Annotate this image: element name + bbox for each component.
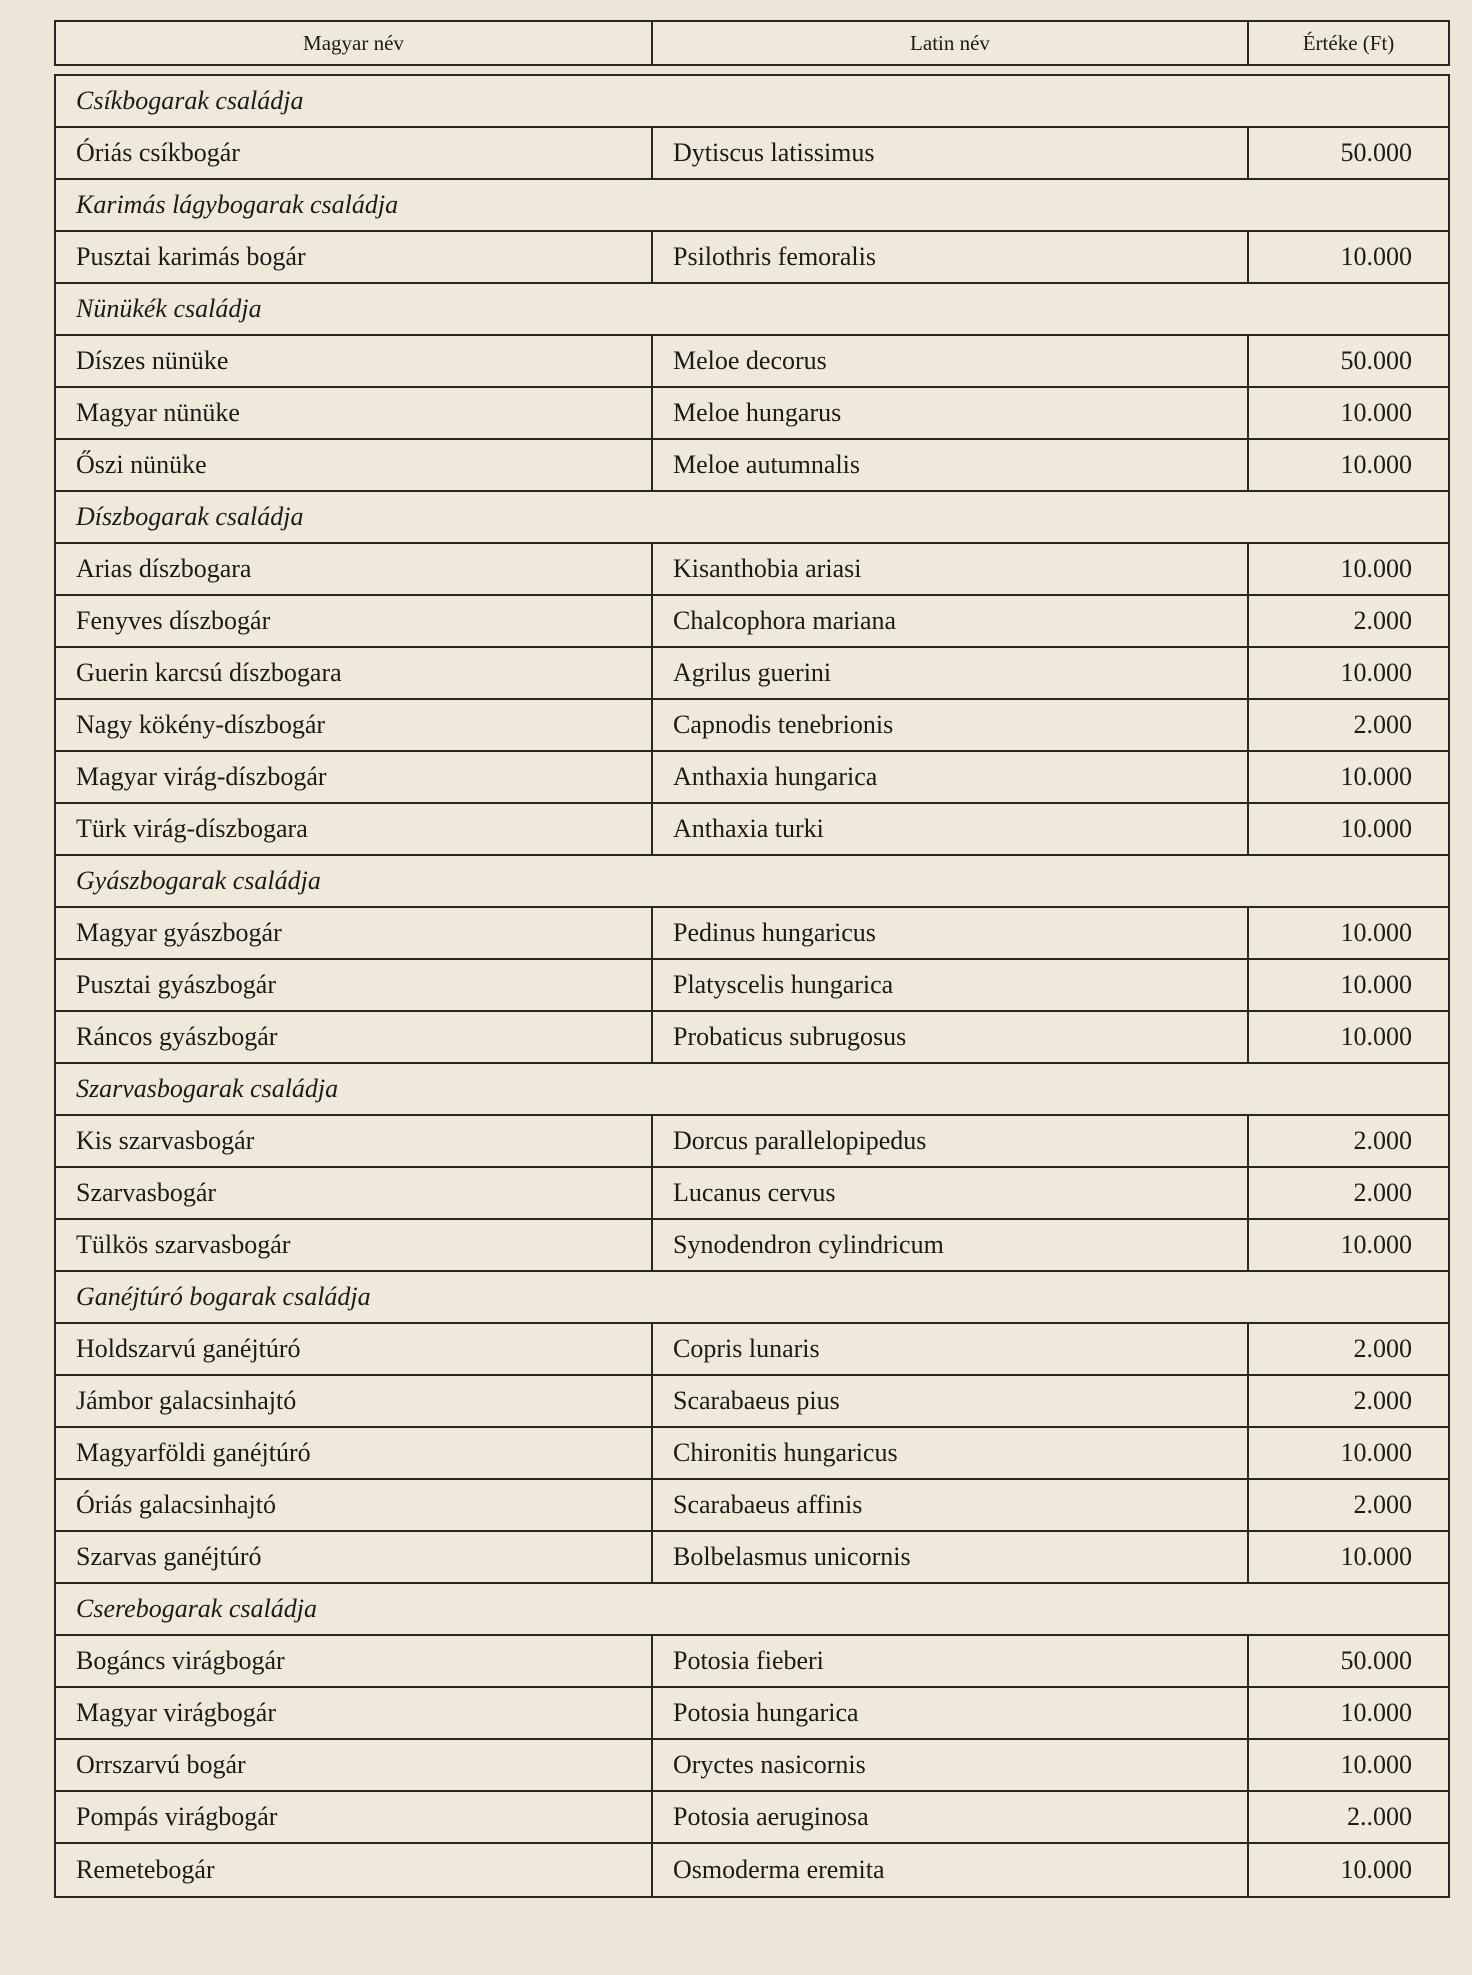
hungarian-name-cell: Díszes nünüke [56, 336, 653, 386]
latin-name-cell: Lucanus cervus [653, 1168, 1249, 1218]
value-cell: 10.000 [1340, 1750, 1412, 1779]
hungarian-name-cell: Guerin karcsú díszbogara [56, 648, 653, 698]
hungarian-name-cell: Remetebogár [56, 1844, 653, 1896]
latin-name-cell: Kisanthobia ariasi [653, 544, 1249, 594]
hungarian-name-cell: Kis szarvasbogár [56, 1116, 653, 1166]
species-table [54, 74, 1450, 1898]
hungarian-name-cell: Pompás virágbogár [56, 1792, 653, 1842]
table-row [56, 1688, 1448, 1740]
family-row [56, 1272, 1448, 1324]
hungarian-name-cell: Jámbor galacsinhajtó [56, 1376, 653, 1426]
table-row [56, 1220, 1448, 1272]
family-name: Ganéjtúró bogarak családja [76, 1282, 371, 1311]
value-cell: 10.000 [1340, 242, 1412, 271]
table-row [56, 1636, 1448, 1688]
value-cell: 10.000 [1340, 398, 1412, 427]
header-hungarian-name: Magyar név [56, 22, 653, 64]
latin-name-cell: Pedinus hungaricus [653, 908, 1249, 958]
value-cell: 10.000 [1340, 814, 1412, 843]
value-cell: 50.000 [1340, 1646, 1412, 1675]
table-row [56, 700, 1448, 752]
latin-name-cell: Chalcophora mariana [653, 596, 1249, 646]
hungarian-name-cell: Fenyves díszbogár [56, 596, 653, 646]
table-header [54, 20, 1450, 66]
value-cell: 10.000 [1340, 1438, 1412, 1467]
value-cell: 50.000 [1340, 138, 1412, 167]
hungarian-name-cell: Magyarföldi ganéjtúró [56, 1428, 653, 1478]
value-cell: 2.000 [1353, 1334, 1412, 1363]
value-cell: 10.000 [1340, 1230, 1412, 1259]
table-row [56, 1012, 1448, 1064]
latin-name-cell: Anthaxia turki [653, 804, 1249, 854]
latin-name-cell: Oryctes nasicornis [653, 1740, 1249, 1790]
value-cell: 10.000 [1340, 918, 1412, 947]
table-row [56, 1792, 1448, 1844]
latin-name-cell: Probaticus subrugosus [653, 1012, 1249, 1062]
latin-name-cell: Bolbelasmus unicornis [653, 1532, 1249, 1582]
latin-name-cell: Dorcus parallelopipedus [653, 1116, 1249, 1166]
value-cell: 10.000 [1340, 1855, 1412, 1884]
family-row [56, 1584, 1448, 1636]
table-row [56, 804, 1448, 856]
hungarian-name-cell: Tülkös szarvasbogár [56, 1220, 653, 1270]
hungarian-name-cell: Óriás galacsinhajtó [56, 1480, 653, 1530]
header-value: Értéke (Ft) [1302, 30, 1395, 55]
hungarian-name-cell: Pusztai karimás bogár [56, 232, 653, 282]
hungarian-name-cell: Orrszarvú bogár [56, 1740, 653, 1790]
latin-name-cell: Platyscelis hungarica [653, 960, 1249, 1010]
table-row [56, 752, 1448, 804]
table-row [56, 1428, 1448, 1480]
value-cell: 2..000 [1347, 1802, 1412, 1831]
hungarian-name-cell: Magyar gyászbogár [56, 908, 653, 958]
table-row [56, 1168, 1448, 1220]
table-row [56, 1740, 1448, 1792]
value-cell: 2.000 [1353, 606, 1412, 635]
table-row [56, 908, 1448, 960]
family-row [56, 284, 1448, 336]
latin-name-cell: Chironitis hungaricus [653, 1428, 1249, 1478]
latin-name-cell: Scarabaeus affinis [653, 1480, 1249, 1530]
family-name: Karimás lágybogarak családja [76, 190, 399, 219]
table-row [56, 596, 1448, 648]
header-latin-name: Latin név [653, 22, 1249, 64]
hungarian-name-cell: Arias díszbogara [56, 544, 653, 594]
table-row [56, 388, 1448, 440]
family-row [56, 180, 1448, 232]
value-cell: 10.000 [1340, 554, 1412, 583]
latin-name-cell: Meloe decorus [653, 336, 1249, 386]
table-row [56, 1844, 1448, 1896]
table-row [56, 1116, 1448, 1168]
hungarian-name-cell: Magyar virág-díszbogár [56, 752, 653, 802]
family-name: Díszbogarak családja [76, 502, 304, 531]
latin-name-cell: Psilothris femoralis [653, 232, 1249, 282]
value-cell: 10.000 [1340, 1022, 1412, 1051]
value-cell: 10.000 [1340, 658, 1412, 687]
value-cell: 2.000 [1353, 710, 1412, 739]
value-cell: 10.000 [1340, 970, 1412, 999]
latin-name-cell: Scarabaeus pius [653, 1376, 1249, 1426]
value-cell: 10.000 [1340, 450, 1412, 479]
latin-name-cell: Copris lunaris [653, 1324, 1249, 1374]
family-name: Cserebogarak családja [76, 1594, 317, 1623]
document-page [54, 20, 1450, 1898]
value-cell: 2.000 [1353, 1490, 1412, 1519]
value-cell: 10.000 [1340, 1542, 1412, 1571]
table-row [56, 232, 1448, 284]
value-cell: 10.000 [1340, 762, 1412, 791]
family-row [56, 492, 1448, 544]
hungarian-name-cell: Szarvas ganéjtúró [56, 1532, 653, 1582]
value-cell: 2.000 [1353, 1126, 1412, 1155]
family-row [56, 76, 1448, 128]
value-cell: 2.000 [1353, 1178, 1412, 1207]
family-name: Nünükék családja [76, 294, 262, 323]
family-row [56, 856, 1448, 908]
latin-name-cell: Dytiscus latissimus [653, 128, 1249, 178]
table-row [56, 544, 1448, 596]
table-row [56, 128, 1448, 180]
hungarian-name-cell: Szarvasbogár [56, 1168, 653, 1218]
table-row [56, 336, 1448, 388]
table-row [56, 1324, 1448, 1376]
hungarian-name-cell: Holdszarvú ganéjtúró [56, 1324, 653, 1374]
table-row [56, 1532, 1448, 1584]
hungarian-name-cell: Ráncos gyászbogár [56, 1012, 653, 1062]
latin-name-cell: Synodendron cylindricum [653, 1220, 1249, 1270]
latin-name-cell: Agrilus guerini [653, 648, 1249, 698]
family-name: Szarvasbogarak családja [76, 1074, 339, 1103]
family-row [56, 1064, 1448, 1116]
family-name: Csíkbogarak családja [76, 86, 304, 115]
value-cell: 2.000 [1353, 1386, 1412, 1415]
latin-name-cell: Potosia fieberi [653, 1636, 1249, 1686]
latin-name-cell: Meloe autumnalis [653, 440, 1249, 490]
hungarian-name-cell: Pusztai gyászbogár [56, 960, 653, 1010]
hungarian-name-cell: Őszi nünüke [56, 440, 653, 490]
table-row [56, 960, 1448, 1012]
hungarian-name-cell: Magyar nünüke [56, 388, 653, 438]
value-cell: 10.000 [1340, 1698, 1412, 1727]
hungarian-name-cell: Türk virág-díszbogara [56, 804, 653, 854]
table-row [56, 440, 1448, 492]
latin-name-cell: Osmoderma eremita [653, 1844, 1249, 1896]
hungarian-name-cell: Bogáncs virágbogár [56, 1636, 653, 1686]
hungarian-name-cell: Nagy kökény-díszbogár [56, 700, 653, 750]
table-row [56, 648, 1448, 700]
latin-name-cell: Capnodis tenebrionis [653, 700, 1249, 750]
hungarian-name-cell: Óriás csíkbogár [56, 128, 653, 178]
table-row [56, 1376, 1448, 1428]
table-row [56, 1480, 1448, 1532]
family-name: Gyászbogarak családja [76, 866, 321, 895]
latin-name-cell: Anthaxia hungarica [653, 752, 1249, 802]
value-cell: 50.000 [1340, 346, 1412, 375]
latin-name-cell: Potosia aeruginosa [653, 1792, 1249, 1842]
latin-name-cell: Potosia hungarica [653, 1688, 1249, 1738]
latin-name-cell: Meloe hungarus [653, 388, 1249, 438]
hungarian-name-cell: Magyar virágbogár [56, 1688, 653, 1738]
